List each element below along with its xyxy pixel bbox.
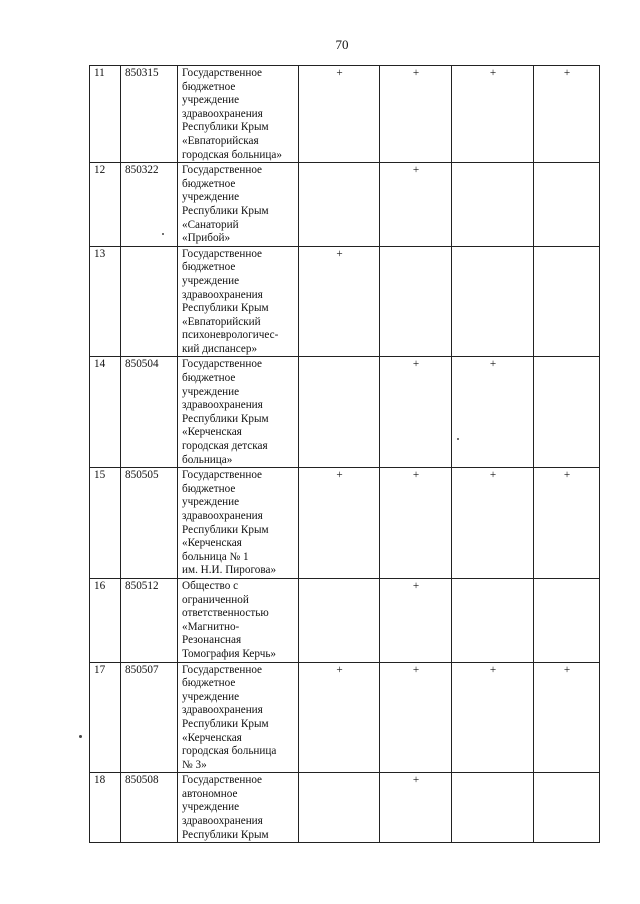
institution-name-line: здравоохранения — [182, 288, 263, 301]
institution-name-line: Государственное — [182, 247, 263, 260]
mark-cell-2: + — [380, 468, 452, 579]
institution-name-line: бюджетное — [182, 80, 236, 93]
institution-name-line: Государственное — [182, 358, 263, 371]
institution-code-cell: 850505 — [121, 468, 178, 579]
institution-name-line: Государственное — [182, 469, 263, 482]
institution-name-cell — [178, 773, 299, 843]
institution-name-cell — [178, 468, 299, 579]
mark-cell-4 — [534, 163, 600, 247]
institution-name-line: бюджетное — [182, 677, 236, 690]
institution-name-line: здравоохранения — [182, 704, 263, 717]
institution-name-line: городская детская — [182, 440, 268, 453]
table-row — [90, 578, 600, 662]
institution-name-line: учреждение — [182, 496, 240, 509]
institution-code-cell: 850507 — [121, 662, 178, 773]
institution-name-line: Государственное — [182, 774, 263, 787]
institution-code-cell: 850504 — [121, 357, 178, 468]
institution-name-line: Республики Крым — [182, 302, 269, 315]
institution-name-line: «Евпаторийский — [182, 315, 261, 328]
mark-cell-4: + — [534, 468, 600, 579]
row-number-cell: 11 — [90, 66, 121, 163]
institution-name-cell — [178, 578, 299, 662]
institution-code-cell: 850512 — [121, 578, 178, 662]
mark-cell-3: + — [452, 468, 534, 579]
institution-name-line: Республики Крым — [182, 828, 269, 841]
row-number-cell: 15 — [90, 468, 121, 579]
institution-code-cell: 850315 — [121, 66, 178, 163]
table-row — [90, 773, 600, 843]
row-number-cell: 17 — [90, 662, 121, 773]
row-number-cell: 14 — [90, 357, 121, 468]
institution-name-line: учреждение — [182, 191, 240, 204]
institution-name-line: бюджетное — [182, 177, 236, 190]
institution-name-line: «Евпаторийская — [182, 134, 259, 147]
mark-cell-4 — [534, 578, 600, 662]
institution-name-cell — [178, 357, 299, 468]
institution-name-line: психоневрологичес- — [182, 329, 279, 342]
institution-name-line: городская больница» — [182, 148, 282, 161]
institution-name-line: кий диспансер» — [182, 342, 258, 355]
institution-name-line: Общество с — [182, 579, 239, 592]
institution-name-line: больница» — [182, 453, 233, 466]
scan-speck — [457, 438, 459, 440]
institution-name-line: «Прибой» — [182, 232, 231, 245]
institution-name-cell — [178, 163, 299, 247]
table-row — [90, 246, 600, 357]
mark-cell-2: + — [380, 163, 452, 247]
table-body — [90, 66, 600, 843]
mark-cell-4 — [534, 773, 600, 843]
institution-name-line: Республики Крым — [182, 204, 269, 217]
institution-name-line: № 3» — [182, 758, 207, 771]
scan-speck — [162, 233, 164, 235]
table-row — [90, 468, 600, 579]
institution-name-cell — [178, 662, 299, 773]
institution-name-line: бюджетное — [182, 372, 236, 385]
institution-name-line: Томография Керчь» — [182, 647, 277, 660]
mark-cell-3 — [452, 163, 534, 247]
table-row — [90, 66, 600, 163]
institution-name-line: здравоохранения — [182, 815, 263, 828]
mark-cell-1: + — [299, 662, 380, 773]
row-number-cell: 18 — [90, 773, 121, 843]
mark-cell-1: + — [299, 66, 380, 163]
mark-cell-2: + — [380, 357, 452, 468]
institution-code-cell: 850508 — [121, 773, 178, 843]
institution-name-line: Резонансная — [182, 634, 242, 647]
institution-name-cell — [178, 246, 299, 357]
institution-name-line: Республики Крым — [182, 121, 269, 134]
institution-name-line: «Санаторий — [182, 218, 239, 231]
mark-cell-3: + — [452, 357, 534, 468]
mark-cell-2: + — [380, 66, 452, 163]
institution-name-line: учреждение — [182, 274, 240, 287]
page-number: 70 — [335, 37, 349, 52]
mark-cell-2: + — [380, 773, 452, 843]
scan-speck — [79, 735, 82, 738]
table-row — [90, 163, 600, 247]
institution-name-line: бюджетное — [182, 261, 236, 274]
institution-name-line: «Магнитно- — [182, 620, 240, 633]
mark-cell-4: + — [534, 662, 600, 773]
mark-cell-1: + — [299, 468, 380, 579]
mark-cell-3 — [452, 246, 534, 357]
mark-cell-1 — [299, 357, 380, 468]
institution-name-line: учреждение — [182, 801, 240, 814]
table-row — [90, 662, 600, 773]
institution-name-line: Республики Крым — [182, 523, 269, 536]
mark-cell-1 — [299, 163, 380, 247]
institution-name-line: здравоохранения — [182, 107, 263, 120]
mark-cell-3: + — [452, 66, 534, 163]
institution-name-line: городская больница — [182, 745, 277, 758]
institution-name-line: автономное — [182, 787, 238, 800]
mark-cell-4: + — [534, 66, 600, 163]
registry-table — [89, 65, 600, 843]
institution-name-line: Государственное — [182, 67, 263, 79]
institution-name-line: больница № 1 — [182, 550, 249, 563]
row-number-cell: 12 — [90, 163, 121, 247]
mark-cell-2: + — [380, 662, 452, 773]
institution-name-line: им. Н.И. Пирогова» — [182, 564, 277, 577]
institution-name-line: бюджетное — [182, 482, 236, 495]
institution-name-line: Государственное — [182, 663, 263, 676]
mark-cell-2 — [380, 246, 452, 357]
institution-name-line: учреждение — [182, 385, 240, 398]
institution-name-line: «Керченская — [182, 426, 242, 439]
institution-name-line: учреждение — [182, 690, 240, 703]
row-number-cell: 16 — [90, 578, 121, 662]
mark-cell-3: + — [452, 662, 534, 773]
mark-cell-4 — [534, 357, 600, 468]
mark-cell-2: + — [380, 578, 452, 662]
mark-cell-1 — [299, 578, 380, 662]
institution-name-line: Государственное — [182, 164, 263, 177]
institution-name-cell — [178, 66, 299, 163]
institution-name-line: «Керченская — [182, 537, 242, 550]
institution-name-line: ответственностью — [182, 607, 269, 620]
institution-name-line: учреждение — [182, 94, 240, 107]
mark-cell-1: + — [299, 246, 380, 357]
mark-cell-4 — [534, 246, 600, 357]
mark-cell-1 — [299, 773, 380, 843]
institution-name-line: ограниченной — [182, 593, 249, 606]
mark-cell-3 — [452, 773, 534, 843]
table-row — [90, 357, 600, 468]
institution-code-cell — [121, 246, 178, 357]
institution-name-line: здравоохранения — [182, 510, 263, 522]
institution-name-line: Республики Крым — [182, 412, 269, 425]
institution-name-line: «Керченская — [182, 731, 242, 744]
institution-code-cell: 850322 — [121, 163, 178, 247]
row-number-cell: 13 — [90, 246, 121, 357]
mark-cell-3 — [452, 578, 534, 662]
institution-name-line: Республики Крым — [182, 717, 269, 730]
institution-name-line: здравоохранения — [182, 399, 263, 412]
